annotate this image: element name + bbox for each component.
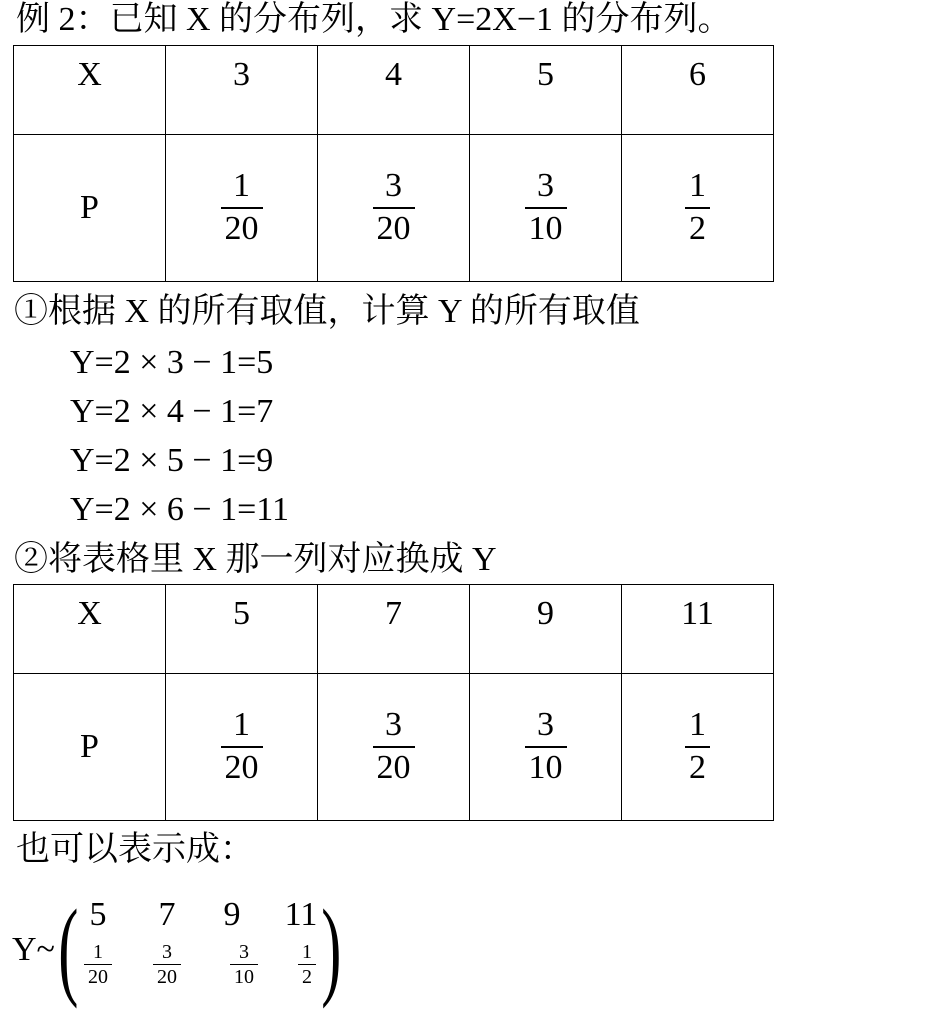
table-cell: 3 <box>166 46 318 135</box>
computation-line: Y=2 × 6 − 1=11 <box>70 491 289 528</box>
table-cell <box>318 135 470 282</box>
table-cell <box>166 135 318 282</box>
table-cell <box>318 674 470 821</box>
table-cell: X <box>14 46 166 135</box>
fraction: $\frac{3}{10}$ <box>525 166 567 250</box>
matrix-value: 7 <box>158 896 176 933</box>
fraction: $\frac{1}{20}$ <box>221 705 263 789</box>
fraction: $\frac{3}{10}$ <box>525 705 567 789</box>
table-cell: P <box>14 674 166 821</box>
fraction: $\frac{3}{20}$ <box>373 705 415 789</box>
alternate-notation-label: 也可以表示成： <box>16 831 254 868</box>
matrix-value: 9 <box>223 896 241 933</box>
table-cell: 5 <box>166 585 318 674</box>
table-cell: P <box>14 135 166 282</box>
step-2-title: ②将表格里 X 那一列对应换成 Y <box>14 541 497 578</box>
table-cell: 9 <box>470 585 622 674</box>
table-cell <box>470 135 622 282</box>
table-row <box>14 135 774 282</box>
table-cell <box>622 135 774 282</box>
fraction: $\frac{1}{20}$ <box>221 166 263 250</box>
left-parenthesis: ( <box>58 887 79 1009</box>
matrix-probability: $\frac{3}{20}$ <box>137 940 197 989</box>
problem-title: 例 2：已知 X 的分布列，求 Y=2X−1 的分布列。 <box>16 1 732 38</box>
table-cell <box>622 674 774 821</box>
table-cell: 11 <box>622 585 774 674</box>
table-cell <box>166 674 318 821</box>
fraction: $\frac{1}{2}$ <box>685 166 710 250</box>
matrix-probability: $\frac{3}{10}$ <box>214 940 274 989</box>
table-row <box>14 46 774 135</box>
computation-line: Y=2 × 4 − 1=7 <box>70 393 274 430</box>
table-row <box>14 674 774 821</box>
distribution-table-y <box>13 584 774 821</box>
fraction: $\frac{3}{20}$ <box>373 166 415 250</box>
matrix-prefix: Y~ <box>12 931 55 968</box>
table-cell: 7 <box>318 585 470 674</box>
fraction: $\frac{1}{2}$ <box>685 705 710 789</box>
distribution-table-x <box>13 45 774 282</box>
computation-line: Y=2 × 3 − 1=5 <box>70 344 274 381</box>
matrix-probability: $\frac{1}{2}$ <box>277 940 337 989</box>
right-parenthesis: ) <box>321 887 342 1009</box>
matrix-value: 11 <box>284 896 318 933</box>
table-cell: 6 <box>622 46 774 135</box>
matrix-value: 5 <box>89 896 107 933</box>
table-cell: 5 <box>470 46 622 135</box>
matrix-probability: $\frac{1}{20}$ <box>68 940 128 989</box>
table-cell <box>470 674 622 821</box>
table-row <box>14 585 774 674</box>
table-cell: X <box>14 585 166 674</box>
computation-line: Y=2 × 5 − 1=9 <box>70 442 274 479</box>
table-cell: 4 <box>318 46 470 135</box>
step-1-title: ①根据 X 的所有取值，计算 Y 的所有取值 <box>14 293 640 330</box>
